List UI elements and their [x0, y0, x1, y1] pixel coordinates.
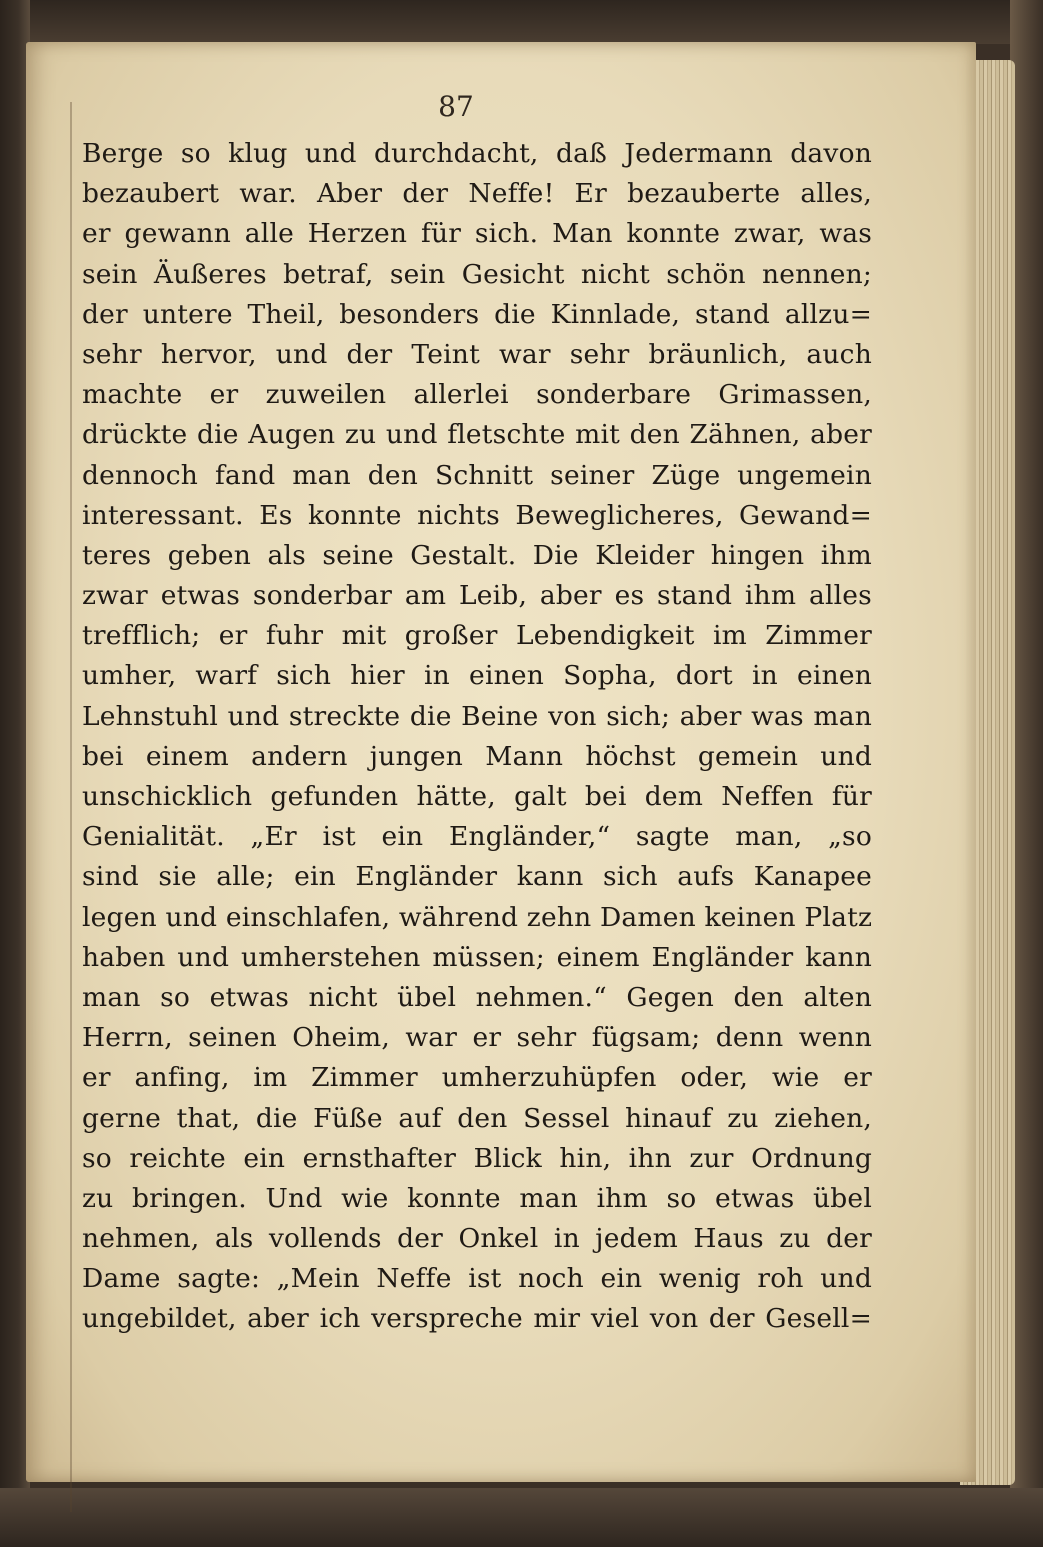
text-line: bei einem andern jungen Mann höchst gemein und [82, 740, 872, 772]
text-line: er gewann alle Herzen für sich. Man konnte zwar, was [82, 218, 872, 250]
text-line: legen und einschlafen, während zehn Damen keinen Platz [82, 901, 872, 933]
gutter-fold [70, 102, 72, 1512]
text-line: haben und umherstehen müssen; einem Engländer kann [82, 941, 872, 973]
text-line: ungebildet, aber ich verspreche mir viel von der Gesell= [82, 1303, 872, 1335]
text-line: er anfing, im Zimmer umherzuhüpfen oder, wie er [82, 1062, 872, 1094]
page-number: 87 [438, 90, 474, 123]
text-line: zwar etwas sonderbar am Leib, aber es stand ihm alles [82, 580, 872, 612]
text-line: sein Äußeres betraf, sein Gesicht nicht schön nennen; [82, 258, 872, 290]
text-line: Lehnstuhl und streckte die Beine von sich; aber was man [82, 700, 872, 732]
body-text [82, 134, 872, 1340]
text-line: nehmen, als vollends der Onkel in jedem Haus zu der [82, 1223, 872, 1255]
text-line: machte er zuweilen allerlei sonderbare Grimassen, [82, 379, 872, 411]
text-line: Dame sagte: „Mein Neffe ist noch ein wenig roh und [82, 1263, 872, 1295]
text-line: sind sie alle; ein Engländer kann sich aufs Kanapee [82, 861, 872, 893]
text-line: bezaubert war. Aber der Neffe! Er bezauberte alles, [82, 178, 872, 210]
text-line: zu bringen. Und wie konnte man ihm so etwas übel [82, 1182, 872, 1214]
text-line: dennoch fand man den Schnitt seiner Züge ungemein [82, 459, 872, 491]
cover-top-edge [0, 0, 1043, 44]
text-line: Genialität. „Er ist ein Engländer,“ sagte man, „so [82, 821, 872, 853]
text-line: der untere Theil, besonders die Kinnlade, stand allzu= [82, 298, 872, 330]
text-line: so reichte ein ernsthafter Blick hin, ihn zur Ordnung [82, 1142, 872, 1174]
text-line: teres geben als seine Gestalt. Die Kleider hingen ihm [82, 539, 872, 571]
text-line: man so etwas nicht übel nehmen.“ Gegen den alten [82, 981, 872, 1013]
text-line: drückte die Augen zu und fletschte mit den Zähnen, aber [82, 419, 872, 451]
text-line: interessant. Es konnte nichts Beweglicheres, Gewand= [82, 499, 872, 531]
text-line: Herrn, seinen Oheim, war er sehr fügsam; denn wenn [82, 1022, 872, 1054]
text-line: trefflich; er fuhr mit großer Lebendigkeit im Zimmer [82, 620, 872, 652]
text-line: unschicklich gefunden hätte, galt bei dem Neffen für [82, 781, 872, 812]
book-page [26, 42, 976, 1482]
cover-bottom-edge [0, 1488, 1043, 1547]
text-line: Berge so klug und durchdacht, daß Jedermann davon [82, 138, 872, 169]
text-line: umher, warf sich hier in einen Sopha, dort in einen [82, 660, 872, 692]
text-line: gerne that, die Füße auf den Sessel hinauf zu ziehen, [82, 1102, 872, 1134]
text-line: sehr hervor, und der Teint war sehr bräunlich, auch [82, 338, 872, 370]
